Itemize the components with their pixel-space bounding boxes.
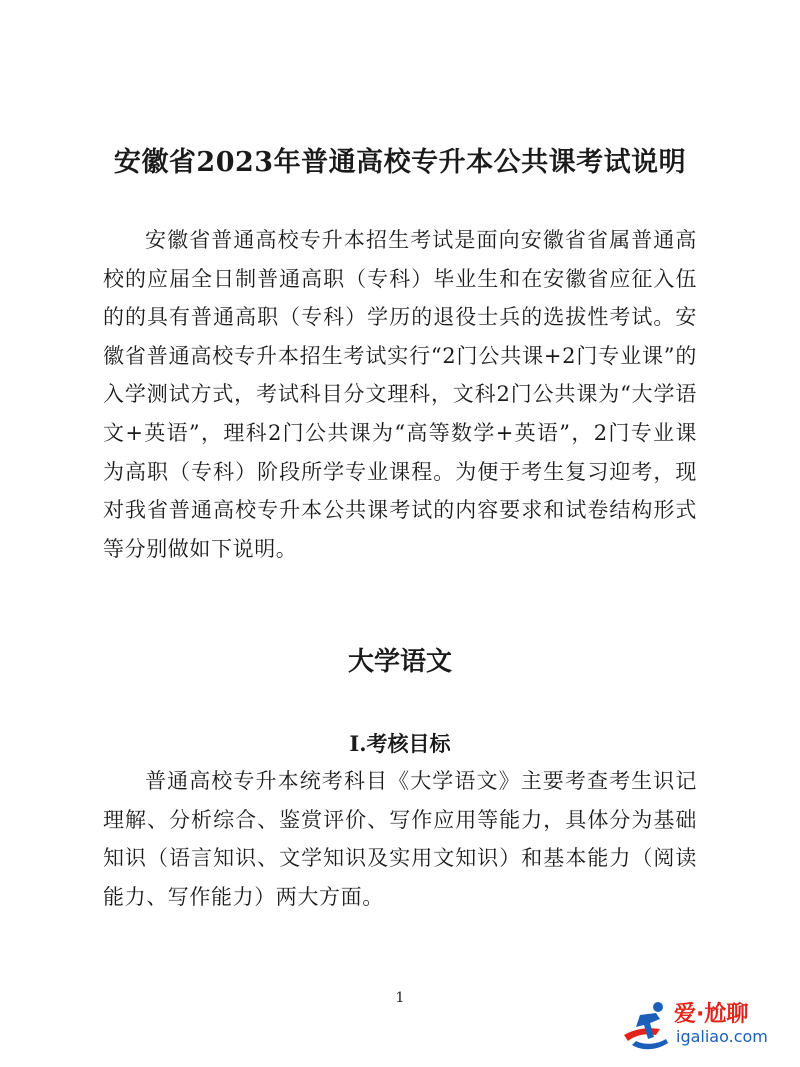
intro-paragraph: 安徽省普通高校专升本招生考试是面向安徽省省属普通高校的应届全日制普通高职（专科）毕业生和在安徽省应征入伍的的具有普通高职（专科）学历的退役士兵的选拔性考试。安徽省普通高校专升本招生考试实行“2门公共课+2门专业课”的入学测试方式，考试科目分文理科，文科2门公共课为“大学语文+英语”，理科2门公共课为“高等数学+英语”，2门专业课为高职（专科）阶段所学专业课程。为便于考生复习迎考，现对我省普通高校专升本公共课考试的内容要求和试卷结构形式等分别做如下说明。 xyxy=(103,228,697,561)
figure-logo-icon xyxy=(616,995,676,1055)
document-title: 安徽省2023年普通高校专升本公共课考试说明 xyxy=(113,147,687,178)
page-number: 1 xyxy=(395,990,405,1006)
watermark-brand: 爱·尬聊 xyxy=(674,1002,749,1027)
watermark xyxy=(616,995,786,1055)
subsection-title: I.考核目标 xyxy=(349,731,451,756)
body-paragraph: 普通高校专升本统考科目《大学语文》主要考查考生识记理解、分析综合、鉴赏评价、写作应用等能力，具体分为基础知识（语言知识、文学知识及实用文知识）和基本能力（阅读能力、写作能力）两大方面。 xyxy=(103,769,697,909)
watermark-site: igaliao.com xyxy=(676,1027,768,1046)
section-title: 大学语文 xyxy=(347,647,452,677)
